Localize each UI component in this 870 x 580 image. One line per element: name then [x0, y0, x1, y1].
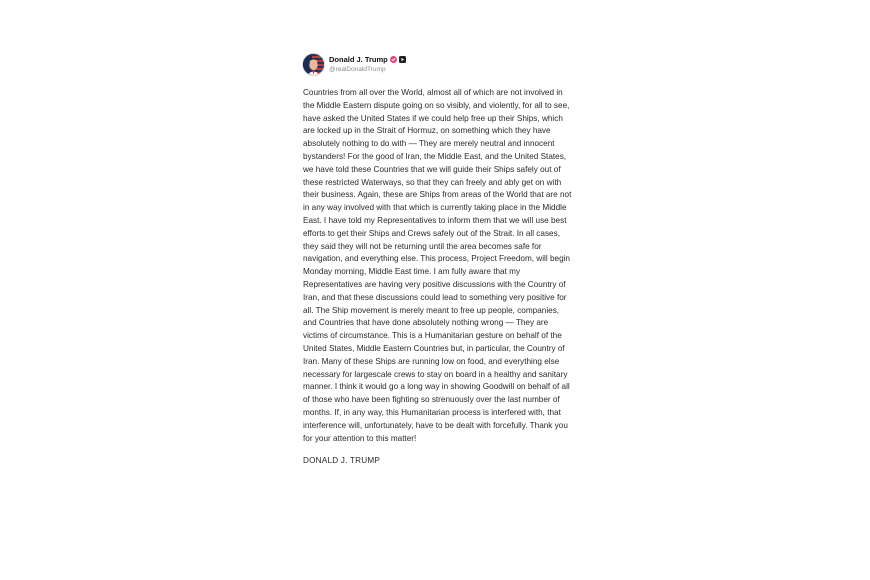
- name-row: [329, 55, 406, 65]
- post-card: [303, 51, 575, 467]
- author-identity: [329, 55, 406, 74]
- verified-badge-icon: [390, 56, 397, 63]
- post-header: [303, 51, 575, 77]
- media-badge-icon: [399, 56, 406, 63]
- author-display-name[interactable]: Donald J. Trump: [329, 55, 388, 64]
- post-signature: DONALD J. TRUMP: [303, 456, 380, 466]
- post-body-text: Countries from all over the World, almost all of which are not involved in the Middle Eastern dispute going on so visibly, and violently, for all to see, have asked the United States if we could help free up their Ships, which are locked up in the Strait of Hormuz, on something which they have absolutely nothing to do with — They are merely neutral and innocent bystanders! For the good of Iran, the Middle East, and the United States, we have told these Countries that we will guide their Ships safely out of these restricted Waterways, so that they can freely and ably get on with their business. Again, these are Ships from areas of the World that are not in any way involved with that which is currently taking place in the Middle East. I have told my Representatives to inform them that we will use best efforts to get their Ships and Crews safely out of the Strait. In all cases, they said they will not be returning until the area becomes safe for navigation, and everything else. This process, Project Freedom, will begin Monday morning, Middle East time. I am fully aware that my Representatives are having very positive discussions with the Country of Iran, and that these discussions could lead to something very positive for all. The Ship movement is merely meant to free up people, companies, and Countries that have done absolutely nothing wrong — They are victims of circumstance. This is a Humanitarian gesture on behalf of the United States, Middle Eastern Countries but, in particular, the Country of Iran. Many of these Ships are running low on food, and everything else necessary for largescale crews to stay on board in a healthy and sanitary manner. I think it would go a long way in showing Goodwill on behalf of all of those who have been fighting so strenuously over the last number of months. If, in any way, this Humanitarian process is interfered with, that interference will, unfortunately, have to be dealt with forcefully. Thank you for your attention to this matter!: [303, 88, 572, 443]
- author-handle[interactable]: @realDonaldTrump: [329, 65, 386, 73]
- user-avatar-icon[interactable]: [303, 54, 324, 75]
